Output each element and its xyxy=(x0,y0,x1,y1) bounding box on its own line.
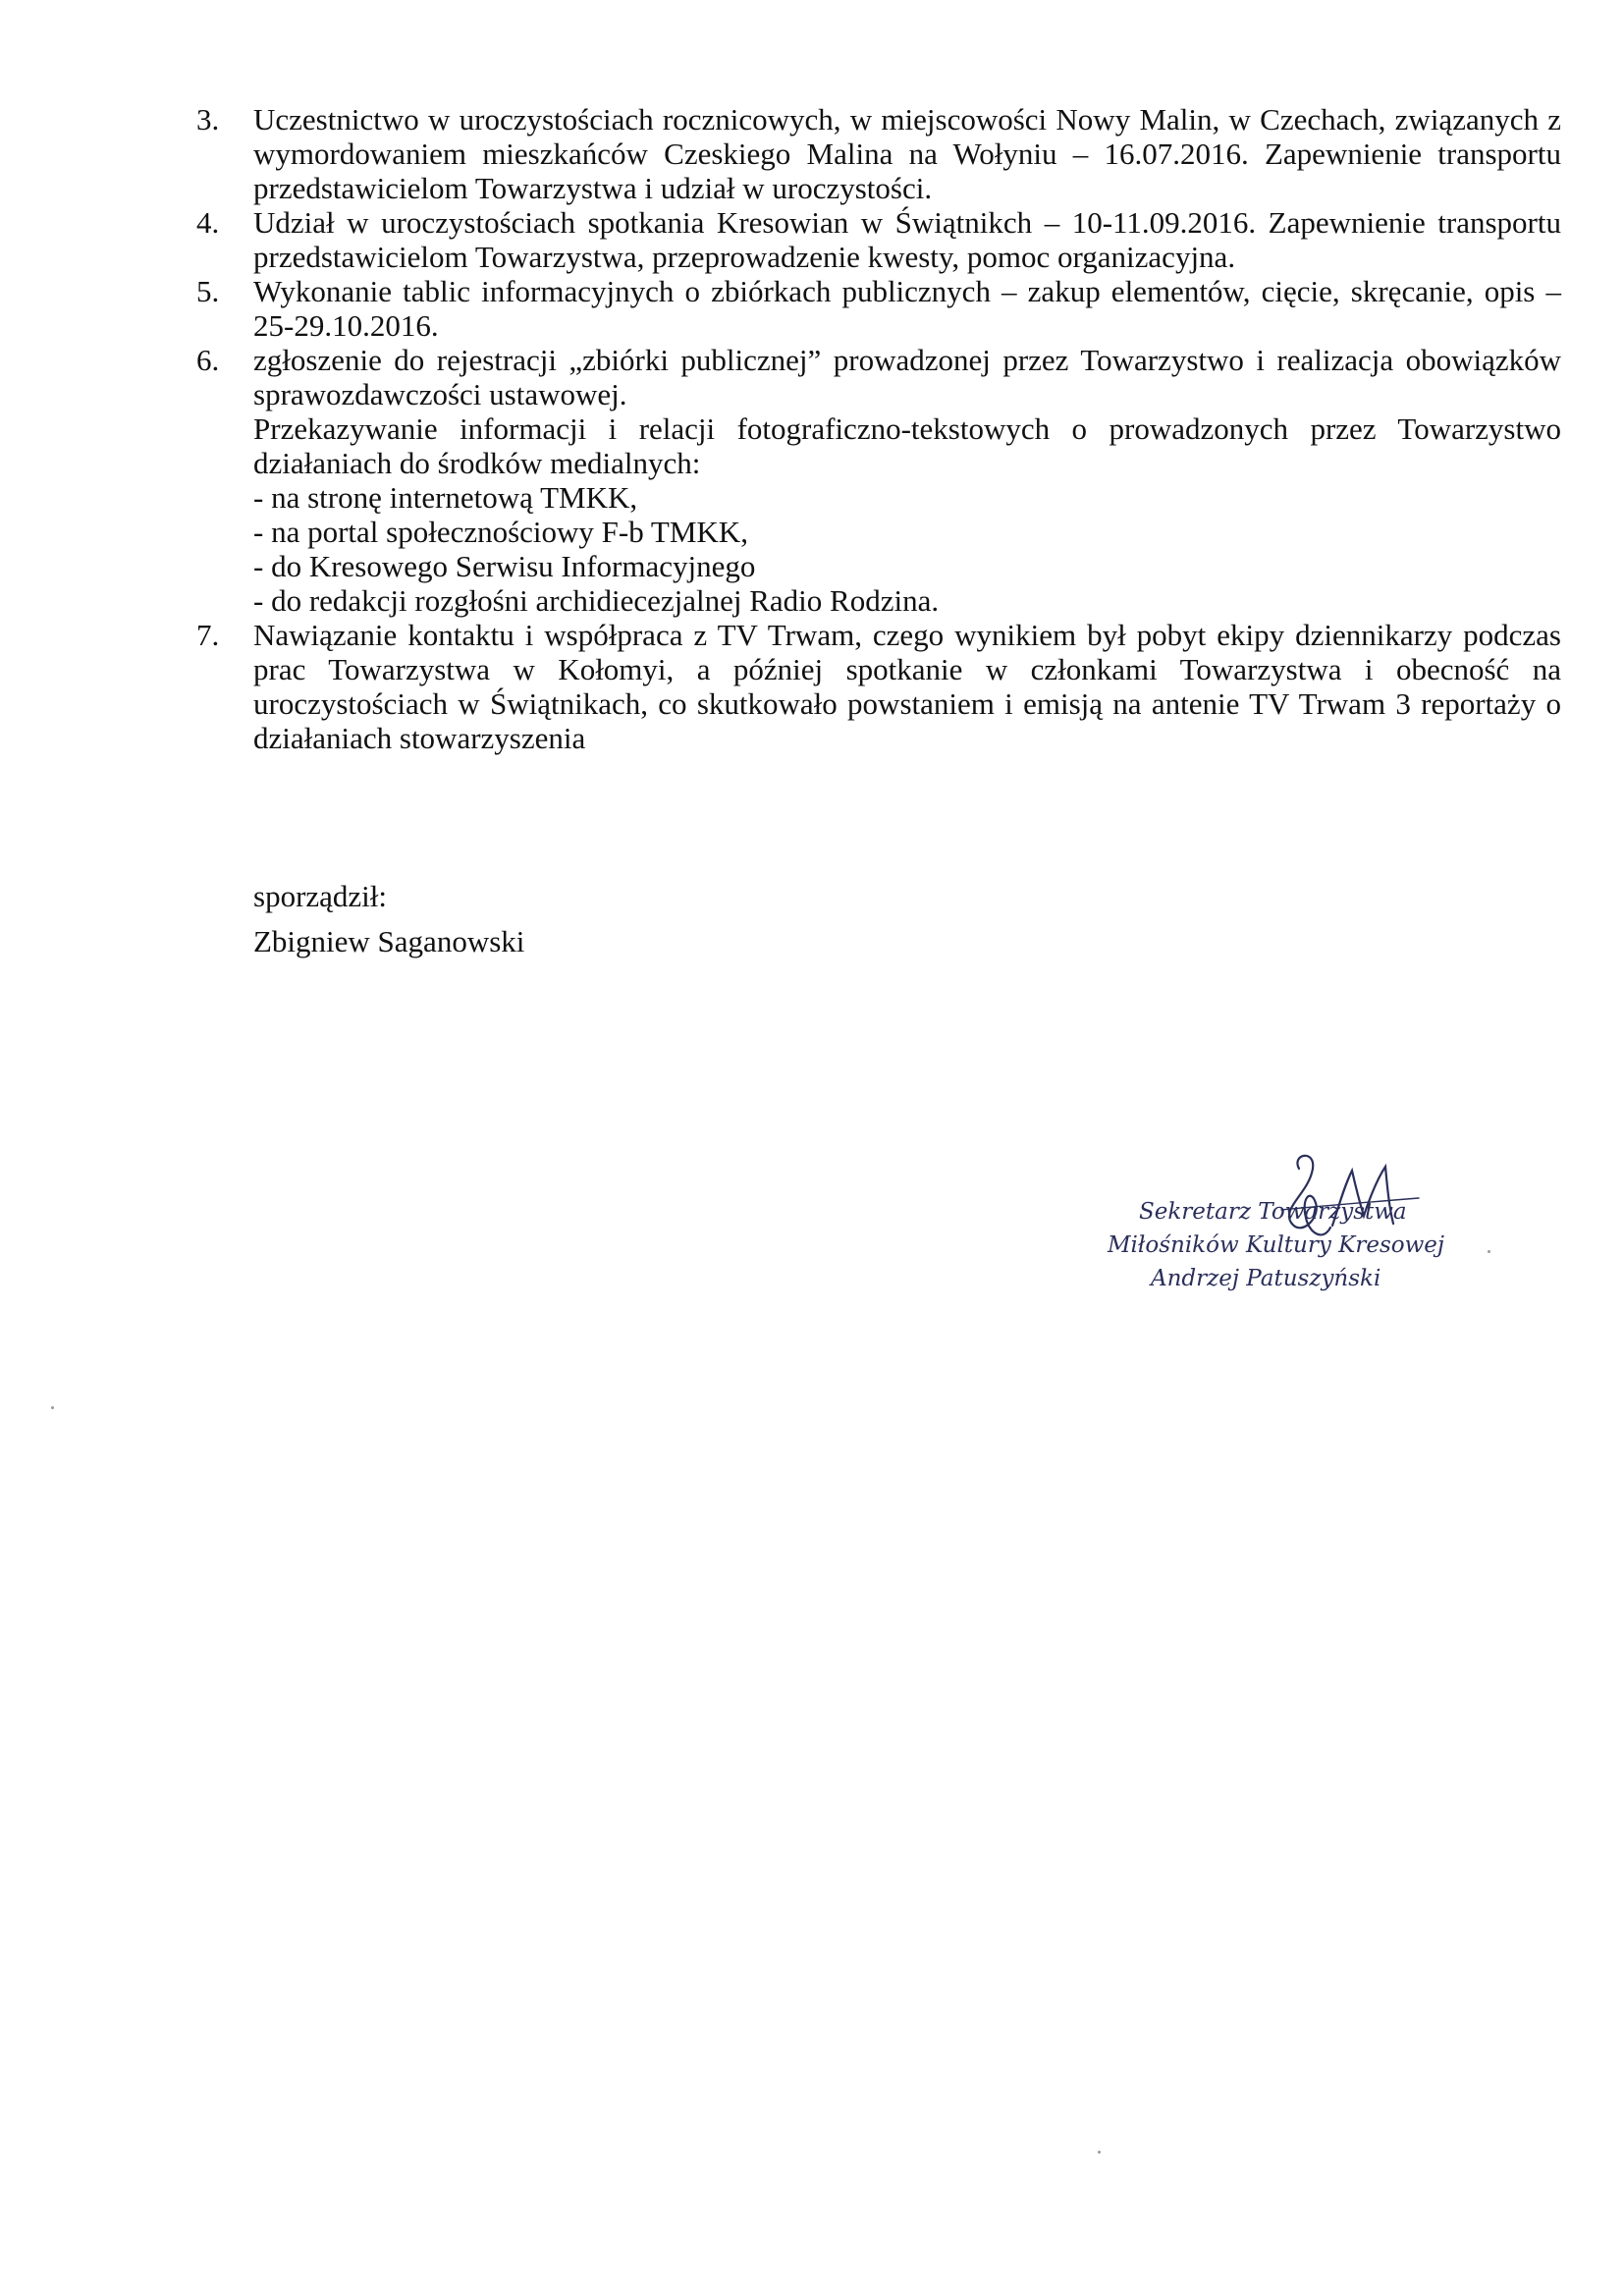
item-text: Nawiązanie kontaktu i współpraca z TV Trwam, czego wynikiem był pobyt ekipy dziennikarzy podczas prac Towarzystwa w Kołomyi, a później spotkanie w członkami Towarzystwa i obecność na uroczystościach w Świątnikach, co skutkowało powstaniem i emisją na antenie TV Trwam 3 reportaży o działaniach stowarzyszenia xyxy=(253,618,1561,755)
scan-speck xyxy=(1098,2151,1101,2154)
media-list-item: - do redakcji rozgłośni archidiecezjalnej Radio Rodzina. xyxy=(253,583,940,618)
item-number: 3. xyxy=(196,102,220,137)
stamp-line-title: Sekretarz Towarzystwa xyxy=(1139,1199,1407,1225)
signoff-block xyxy=(253,874,524,964)
secretary-stamp xyxy=(1090,1154,1522,1311)
media-list-item: - na stronę internetową TMKK, xyxy=(253,480,638,515)
list-item xyxy=(196,102,1561,205)
item-text: Udział w uroczystościach spotkania Kresowian w Świątnikch – 10-11.09.2016. Zapewnienie transportu przedstawicielom Towarzystwa, przeprowadzenie kwesty, pomoc organizacyjna. xyxy=(253,205,1561,274)
list-item xyxy=(196,274,1561,343)
stamp-line-organization: Miłośników Kultury Kresowej xyxy=(1108,1232,1445,1258)
item-number: 4. xyxy=(196,205,220,240)
media-list-item: - na portal społecznościowy F-b TMKK, xyxy=(253,515,748,549)
item-text: Uczestnictwo w uroczystościach rocznicowych, w miejscowości Nowy Malin, w Czechach, związanych z wymordowaniem mieszkańców Czeskiego Malina na Wołyniu – 16.07.2016. Zapewnienie transportu przedstawicielom Towarzystwa i udział w uroczystości. xyxy=(253,102,1561,205)
signoff-label: sporządził: xyxy=(253,879,388,913)
handwritten-signature xyxy=(1262,1149,1448,1257)
media-list-item: - do Kresowego Serwisu Informacyjnego xyxy=(253,549,756,583)
stamp-line-name: Andrzej Patuszyński xyxy=(1151,1266,1381,1291)
signoff-name: Zbigniew Saganowski xyxy=(253,924,525,958)
item-text: Wykonanie tablic informacyjnych o zbiórkach publicznych – zakup elementów, cięcie, skręcanie, opis – 25-29.10.2016. xyxy=(253,274,1561,343)
item-number: 7. xyxy=(196,618,220,652)
list-item xyxy=(196,343,1561,618)
activity-list xyxy=(196,102,1561,755)
item-text: Przekazywanie informacji i relacji fotograficzno-tekstowych o prowadzonych przez Towarzystwo działaniach do środków medialnych: xyxy=(253,411,1561,480)
item-number: 6. xyxy=(196,343,220,377)
scan-speck xyxy=(51,1406,54,1409)
item-text: zgłoszenie do rejestracji „zbiórki publicznej” prowadzonej przez Towarzystwo i realizacja obowiązków sprawozdawczości ustawowej. xyxy=(253,343,1561,411)
media-list xyxy=(253,480,1561,618)
ink-speck xyxy=(1488,1250,1490,1253)
list-item xyxy=(196,618,1561,755)
list-item xyxy=(196,205,1561,274)
item-number: 5. xyxy=(196,274,220,308)
